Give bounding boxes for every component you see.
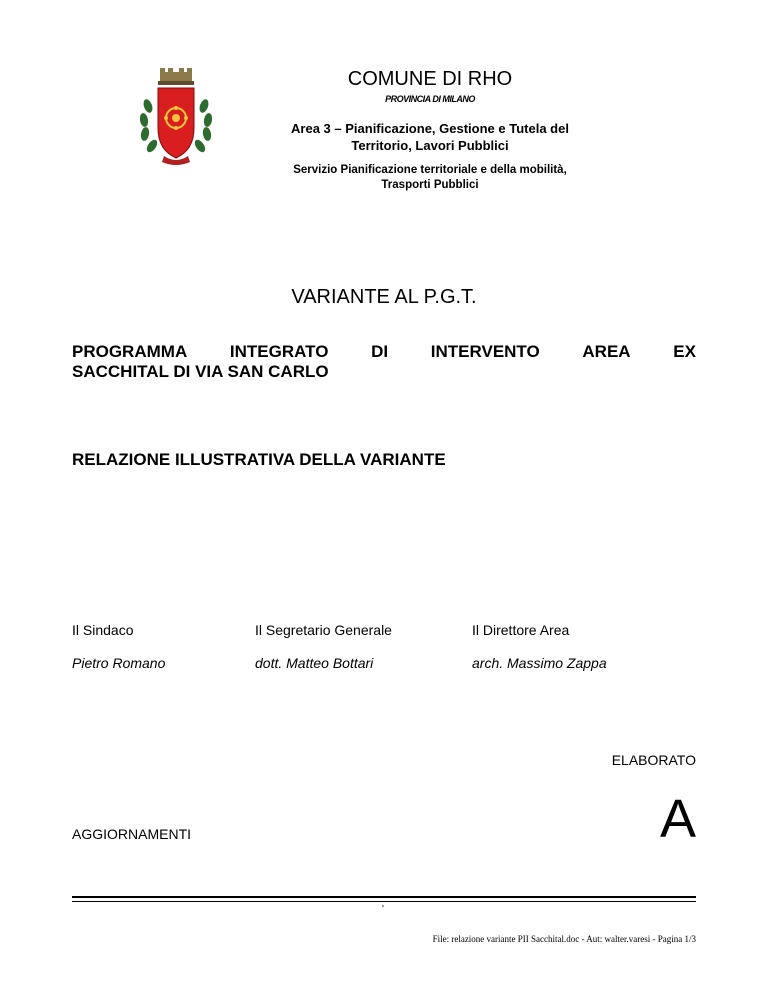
elaborato-letter: A (659, 789, 696, 849)
programma-line-1 (72, 342, 696, 362)
programma-heading (72, 342, 696, 382)
area-heading (240, 120, 620, 154)
crown-icon (158, 68, 194, 85)
programma-word: PROGRAMMA (72, 342, 188, 361)
programma-word: INTEGRATO (229, 342, 329, 361)
servizio-line-1: Servizio Pianificazione territoriale e della mobilità, (293, 164, 567, 176)
signatory-name-sindaco: Pietro Romano (72, 655, 166, 671)
signatory-name-segretario: dott. Matteo Bottari (255, 655, 374, 671)
municipal-coat-of-arms-icon (134, 66, 218, 166)
elaborato-label: ELABORATO (611, 752, 696, 768)
footer-divider-thin (72, 901, 696, 902)
shield-icon (158, 88, 194, 158)
footer-mark: ' (382, 904, 384, 915)
comune-title: COMUNE DI RHO (347, 68, 513, 90)
signatory-role-sindaco: Il Sindaco (72, 622, 134, 638)
footer-divider (72, 896, 696, 898)
servizio-line-2: Trasporti Pubblici (381, 179, 479, 191)
servizio-heading (240, 163, 620, 193)
relazione-heading: RELAZIONE ILLUSTRATIVA DELLA VARIANTE (72, 450, 446, 469)
programma-word: EX (673, 342, 696, 361)
programma-word: AREA (582, 342, 631, 361)
programma-line-2: SACCHITAL DI VIA SAN CARLO (72, 362, 329, 381)
signatory-name-direttore: arch. Massimo Zappa (472, 655, 607, 671)
aggiornamenti-label: AGGIORNAMENTI (72, 826, 192, 842)
signatory-role-direttore: Il Direttore Area (472, 622, 570, 638)
footer-file-info: File: relazione variante PII Sacchital.doc - Aut: walter.varesi - Pagina 1/3 (432, 934, 696, 944)
provincia-subtitle: PROVINCIA DI MILANO (385, 94, 475, 104)
area-line-2: Territorio, Lavori Pubblici (351, 138, 509, 153)
document-title: VARIANTE AL P.G.T. (291, 286, 477, 308)
programma-word: INTERVENTO (430, 342, 540, 361)
signatory-role-segretario: Il Segretario Generale (255, 622, 392, 638)
programma-word: DI (371, 342, 389, 361)
area-line-1: Area 3 – Pianificazione, Gestione e Tutela del (291, 121, 569, 136)
